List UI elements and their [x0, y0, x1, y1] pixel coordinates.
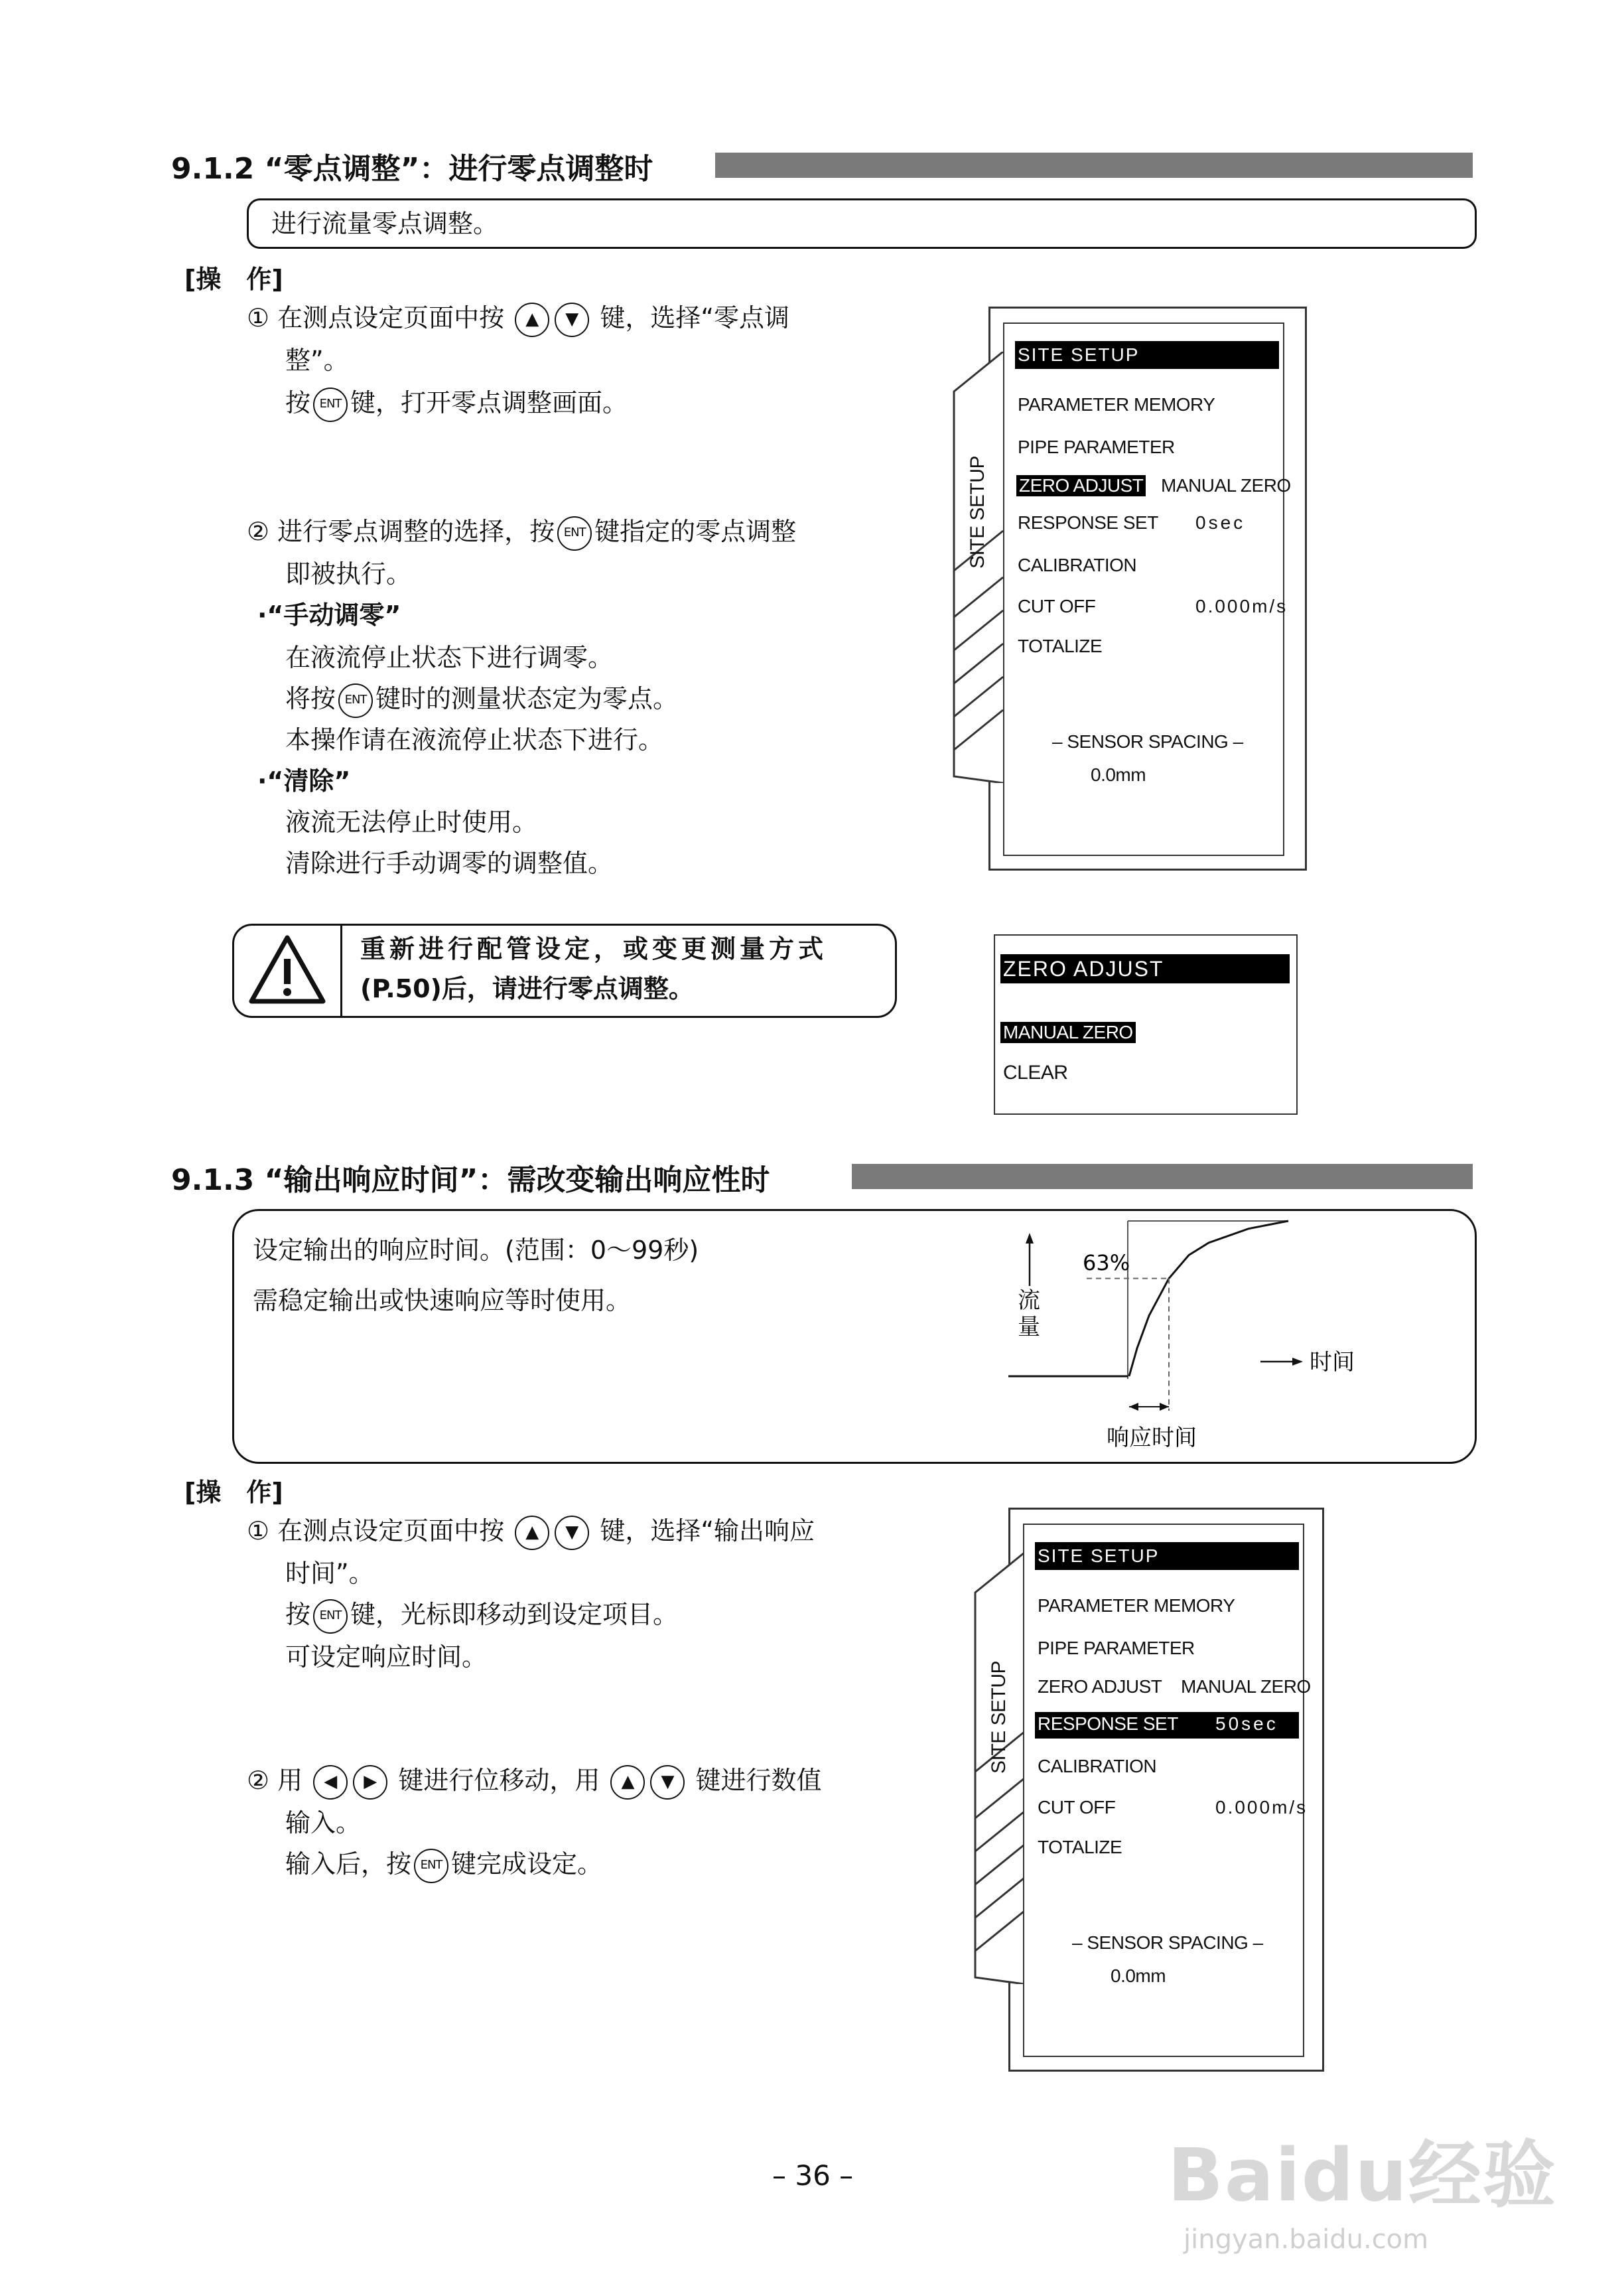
- s2-step1-line1: [247, 1510, 815, 1551]
- row-zero-adjust[interactable]: ZERO ADJUST: [1038, 1676, 1162, 1697]
- down-key-icon: ▼: [555, 1516, 589, 1550]
- summary2-line2: 需稳定输出或快速响应等时使用。: [253, 1286, 632, 1315]
- row-cut-off-value: 0.000m/s: [1195, 596, 1288, 616]
- sensor-spacing-value: 0.0mm: [1091, 764, 1146, 785]
- tab-stack-1: [950, 352, 1003, 783]
- lcd-header: SITE SETUP: [1015, 341, 1279, 369]
- row-cut-off-value: 0.000m/s: [1215, 1797, 1308, 1817]
- step1-line3-a: 按: [285, 388, 311, 417]
- lcd-screen-1: [1003, 322, 1291, 856]
- annotation-63: 63%: [1083, 1250, 1130, 1275]
- warning-line1: 重新进行配管设定，或变更测量方式: [360, 934, 828, 963]
- ops-label: [操 作]: [184, 265, 283, 294]
- step1-line3: [285, 382, 628, 423]
- summary-box: [247, 198, 1477, 249]
- s2-step1-b: 键，选择“输出响应: [600, 1516, 815, 1545]
- row-parameter-memory[interactable]: PARAMETER MEMORY: [1038, 1595, 1235, 1616]
- ent-key-icon: ENT: [414, 1849, 448, 1883]
- row-zero-adjust-value: MANUAL ZERO: [1181, 1676, 1311, 1697]
- s2-step1-line2: 时间”。: [285, 1559, 374, 1588]
- lcd-zero-adjust-screen: [994, 934, 1298, 1115]
- row-zero-adjust-selected[interactable]: ZERO ADJUST: [1016, 475, 1146, 496]
- row-response-set: RESPONSE SET: [1038, 1713, 1178, 1734]
- row-pipe-parameter[interactable]: PIPE PARAMETER: [1038, 1638, 1195, 1658]
- response-curve: [1129, 1221, 1288, 1376]
- warning-divider: [340, 926, 342, 1016]
- lcd-screen-2: [1023, 1524, 1311, 2057]
- row-response-set-value: 0sec: [1195, 512, 1246, 533]
- sensor-spacing-label: – SENSOR SPACING –: [1072, 1932, 1263, 1953]
- section-title-zero-adjust: 9.1.2 “零点调整”：进行零点调整时: [171, 152, 653, 186]
- sensor-spacing-label: – SENSOR SPACING –: [1052, 731, 1243, 752]
- s2-step2-b: 键进行位移动，用: [398, 1766, 600, 1795]
- left-key-icon: ◀: [313, 1765, 348, 1800]
- s2-step1-line3: [285, 1594, 678, 1635]
- row-parameter-memory[interactable]: PARAMETER MEMORY: [1018, 394, 1215, 415]
- b1-line2-a: 将按: [285, 684, 336, 713]
- s2-step1-line3-b: 键，光标即移动到设定项目。: [350, 1600, 679, 1629]
- step1-line1: [247, 297, 789, 338]
- step2-line2: 即被执行。: [285, 559, 412, 589]
- tab-stack-2: [971, 1553, 1024, 1984]
- row-response-set-highlight[interactable]: [1035, 1712, 1299, 1739]
- summary-text: 进行流量零点调整。: [271, 209, 499, 238]
- watermark-url: jingyan.baidu.com: [1184, 2224, 1429, 2255]
- s2-step1-line3-a: 按: [285, 1600, 311, 1629]
- b1-line3: 本操作请在液流停止状态下进行。: [285, 725, 664, 754]
- bullet-clear: ·“清除”: [257, 766, 351, 796]
- down-key-icon: ▼: [555, 303, 589, 337]
- step1-line2: 整”。: [285, 346, 349, 375]
- row-response-set-value: 50sec: [1215, 1713, 1278, 1734]
- right-key-icon: ▶: [353, 1765, 387, 1800]
- warning-line2: (P.50)后，请进行零点调整。: [360, 974, 694, 1003]
- row-totalize[interactable]: TOTALIZE: [1038, 1837, 1122, 1857]
- x-axis-label: 时间: [1310, 1349, 1355, 1376]
- step1-text-b: 键，选择“零点调: [600, 303, 790, 332]
- bullet-manual-zero: ·“手动调零”: [257, 601, 401, 630]
- tab-label-site-setup[interactable]: SITE SETUP: [967, 455, 988, 569]
- s2-step2-line3-a: 输入后，按: [285, 1849, 412, 1879]
- ent-key-icon: ENT: [557, 516, 592, 551]
- ent-key-icon: ENT: [313, 388, 348, 422]
- row-cut-off[interactable]: CUT OFF: [1018, 596, 1096, 616]
- row-totalize[interactable]: TOTALIZE: [1018, 636, 1103, 656]
- s2-step2-line3: [285, 1843, 602, 1885]
- row-pipe-parameter[interactable]: PIPE PARAMETER: [1018, 437, 1175, 457]
- interval-arrow-right: [1160, 1403, 1169, 1411]
- up-key-icon: ▲: [515, 303, 549, 337]
- row-response-set[interactable]: RESPONSE SET: [1018, 512, 1158, 533]
- s2-step2-c: 键进行数值: [695, 1766, 822, 1795]
- ent-key-icon: ENT: [313, 1599, 348, 1634]
- page-number: – 36 –: [772, 2159, 854, 2192]
- b1-line2: [285, 678, 678, 719]
- b1-line2-b: 键时的测量状态定为零点。: [375, 684, 679, 713]
- ops-label-2: [操 作]: [184, 1478, 283, 1507]
- s2-step2-a: ② 用: [247, 1766, 303, 1795]
- section-title-response-time: 9.1.3 “输出响应时间”：需改变输出响应性时: [171, 1163, 770, 1197]
- warning-icon: [247, 932, 327, 1007]
- s2-step2-line3-b: 键完成设定。: [451, 1849, 603, 1879]
- ent-key-icon: ENT: [338, 683, 373, 718]
- s2-step2-line2: 输入。: [285, 1808, 362, 1837]
- step1-text-a: ① 在测点设定页面中按: [247, 303, 505, 332]
- b1-line1: 在液流停止状态下进行调零。: [285, 643, 614, 672]
- s2-step1-a: ① 在测点设定页面中按: [247, 1516, 505, 1545]
- row-cut-off[interactable]: CUT OFF: [1038, 1797, 1116, 1817]
- y-arrow-head: [1026, 1233, 1034, 1244]
- watermark-brand: Baidu经验: [1168, 2133, 1557, 2218]
- lcd-header: SITE SETUP: [1035, 1542, 1299, 1570]
- step2-text-b: 键指定的零点调整: [594, 517, 797, 546]
- response-chart: [1008, 1212, 1380, 1457]
- row-calibration[interactable]: CALIBRATION: [1018, 555, 1137, 575]
- step1-line3-b: 键，打开零点调整画面。: [350, 388, 628, 417]
- option-clear[interactable]: CLEAR: [1003, 1062, 1068, 1084]
- sensor-spacing-value: 0.0mm: [1111, 1965, 1166, 1986]
- zero-adjust-header: ZERO ADJUST: [1000, 954, 1290, 983]
- s2-step1-line4: 可设定响应时间。: [285, 1642, 488, 1672]
- b2-line2: 清除进行手动调零的调整值。: [285, 849, 614, 878]
- interval-arrow-left: [1129, 1403, 1138, 1411]
- option-manual-zero[interactable]: MANUAL ZERO: [1000, 1022, 1136, 1043]
- up-key-icon: ▲: [610, 1765, 645, 1800]
- title-bar-2: [852, 1164, 1473, 1189]
- x-arrow-head: [1292, 1358, 1303, 1366]
- row-zero-adjust-value: MANUAL ZERO: [1161, 475, 1291, 496]
- interval-label: 响应时间: [1107, 1425, 1197, 1451]
- tab-label-site-setup[interactable]: SITE SETUP: [988, 1660, 1010, 1774]
- step2-line1: [247, 511, 796, 552]
- down-key-icon: ▼: [650, 1765, 685, 1800]
- b2-line1: 液流无法停止时使用。: [285, 808, 538, 837]
- warning-box: [232, 924, 897, 1018]
- step2-text-a: ② 进行零点调整的选择，按: [247, 517, 555, 546]
- row-calibration[interactable]: CALIBRATION: [1038, 1756, 1157, 1776]
- up-key-icon: ▲: [515, 1516, 549, 1550]
- title-bar: [715, 153, 1473, 178]
- y-axis-label: 流量: [1018, 1287, 1040, 1340]
- summary2-line1: 设定输出的响应时间。(范围：0～99秒): [253, 1236, 699, 1265]
- s2-step2-line1: [247, 1760, 822, 1801]
